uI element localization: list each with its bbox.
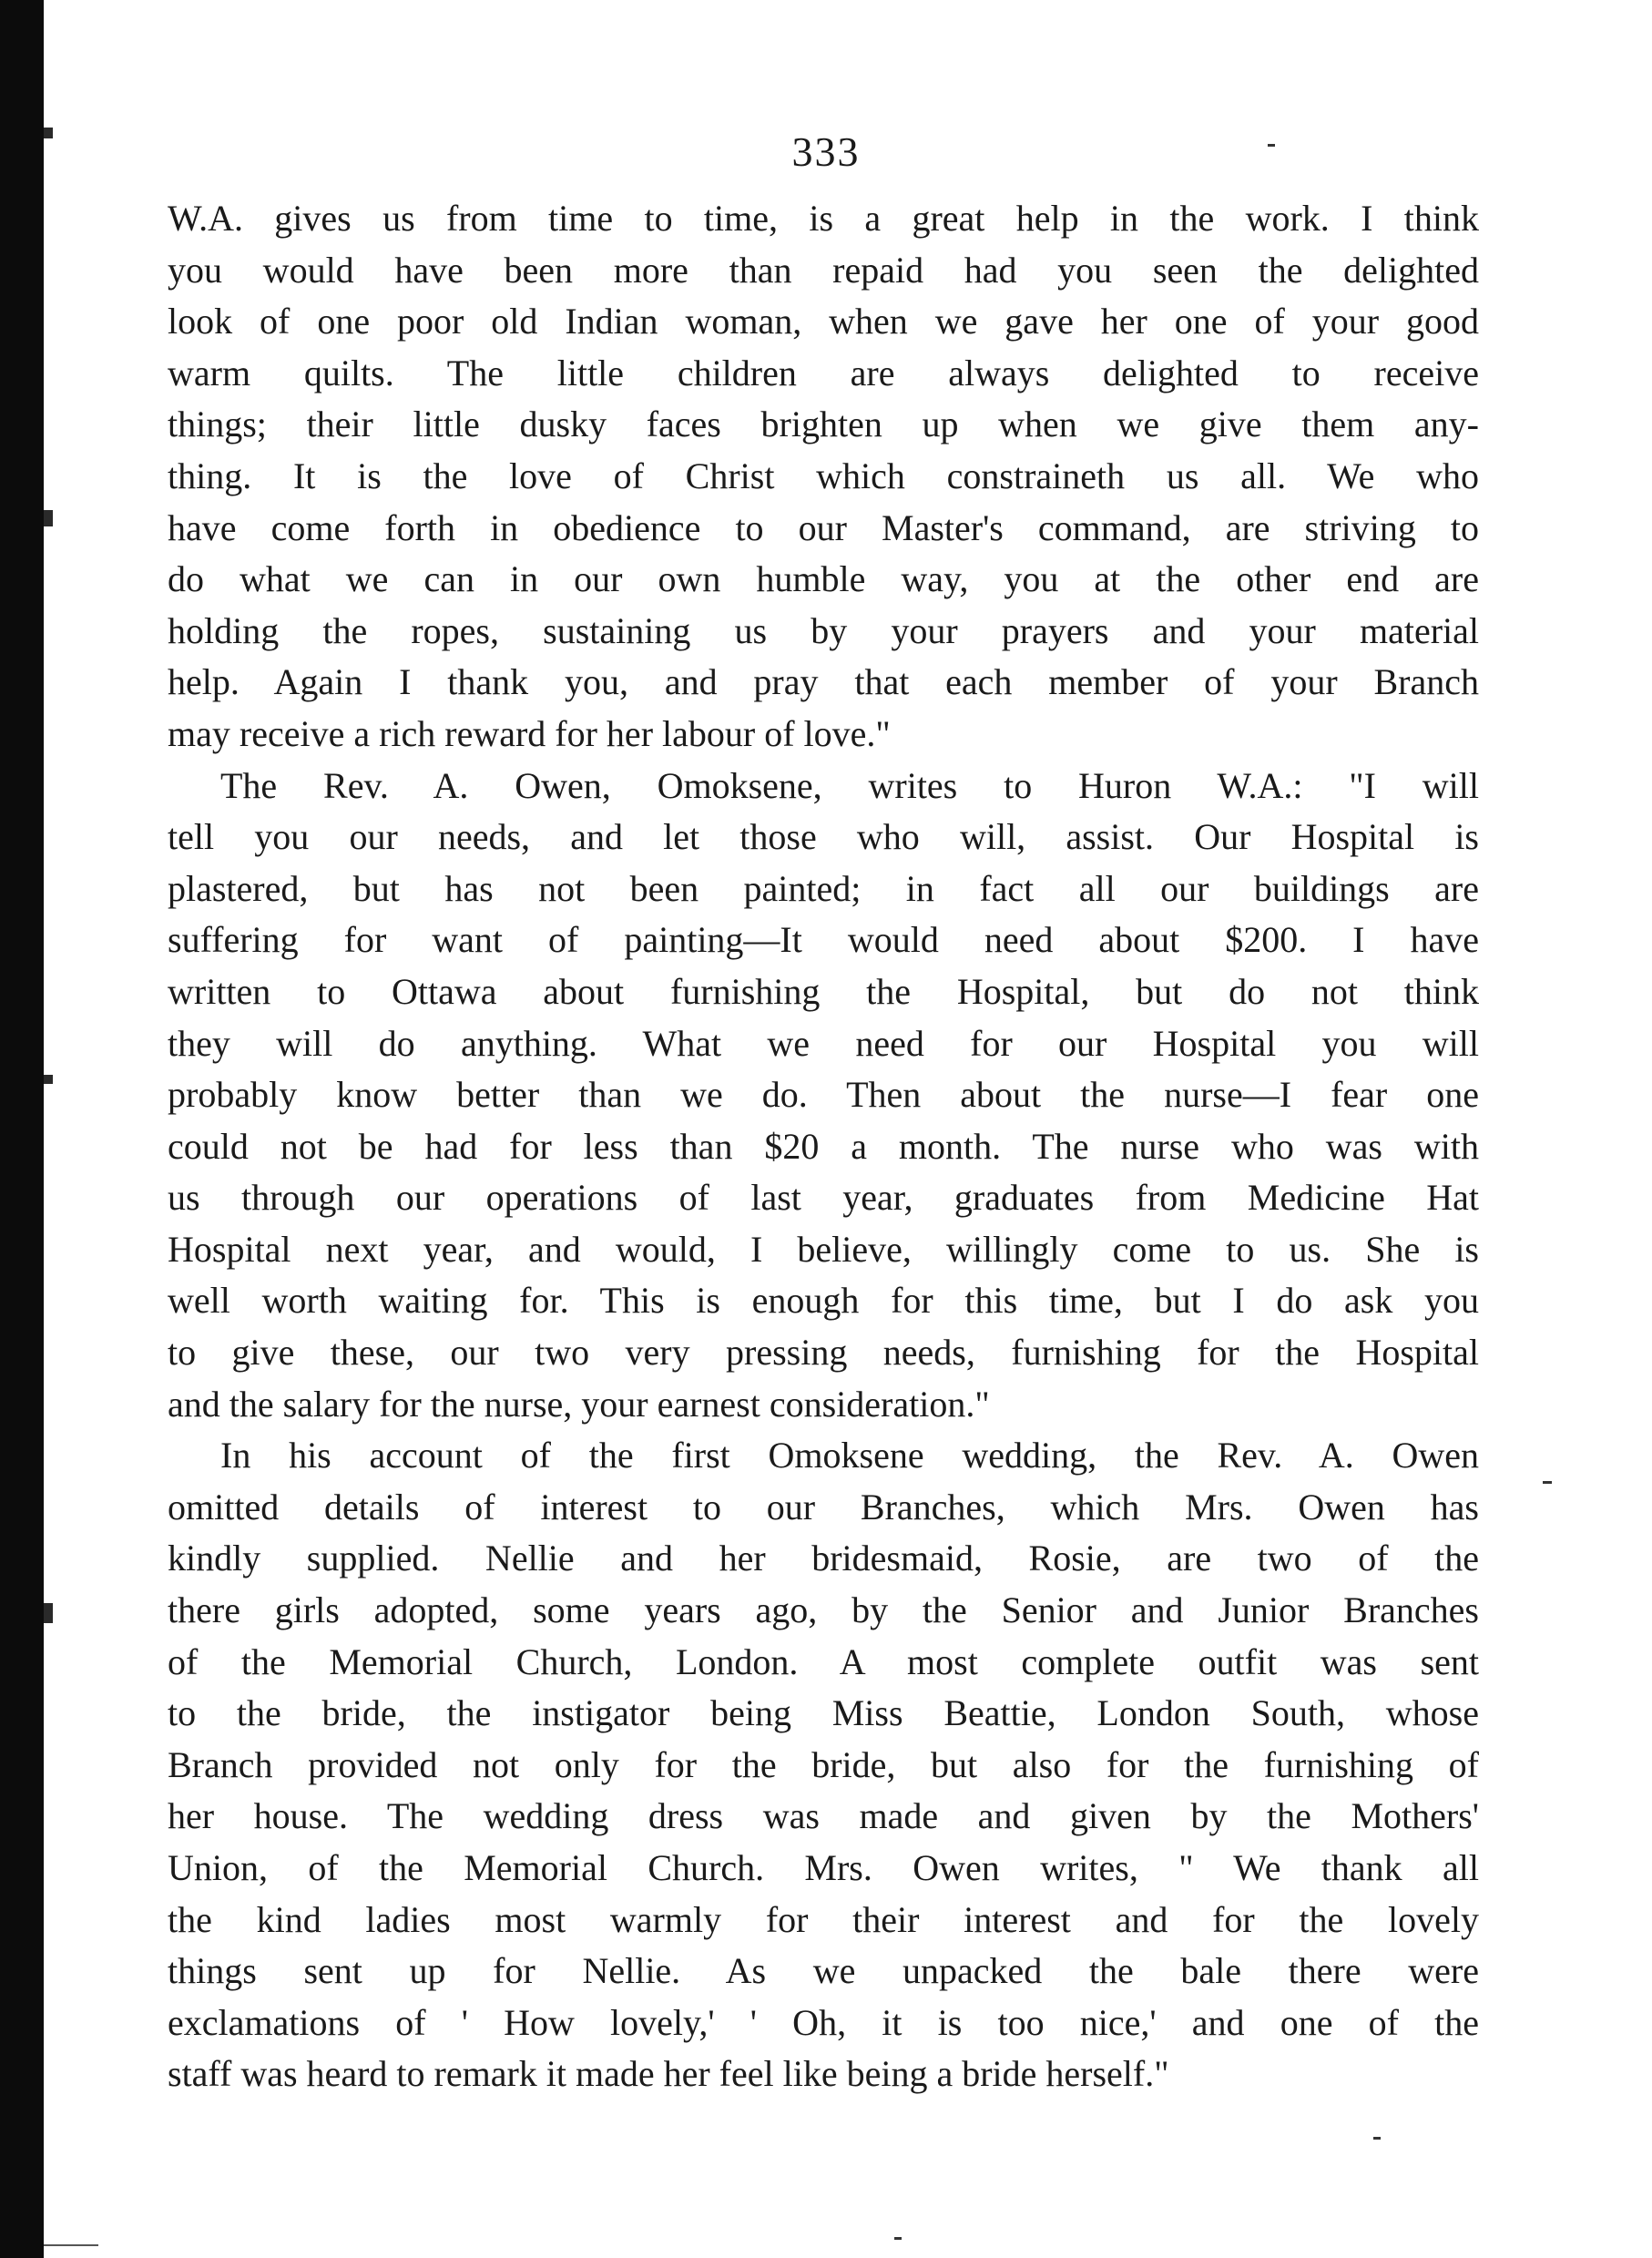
text-line: they will do anything. What we need for our Hospital you will	[168, 1022, 1479, 1064]
text-line: the kind ladies most warmly for their interest and for the lovely	[168, 1898, 1479, 1940]
text-line: tell you our needs, and let those who will, assist. Our Hospital is	[168, 816, 1479, 858]
text-line: suffering for want of painting—It would need about $200. I have	[168, 919, 1479, 961]
text-line: may receive a rich reward for her labour of love."	[168, 712, 891, 754]
text-line: holding the ropes, sustaining us by your prayers and your material	[168, 609, 1479, 651]
text-line: In his account of the first Omoksene wedding, the Rev. A. Owen	[220, 1435, 1479, 1476]
text-line: warm quilts. The little children are always delighted to receive	[168, 352, 1479, 393]
text-line: her house. The wedding dress was made and given by the Mothers'	[168, 1795, 1479, 1837]
text-line: things; their little dusky faces brighten up when we give them any-	[168, 404, 1479, 445]
text-line: W.A. gives us from time to time, is a great help in the work. I think	[168, 198, 1479, 239]
text-line: Union, of the Memorial Church. Mrs. Owen writes, " We thank all	[168, 1847, 1479, 1888]
scan-mark	[1268, 144, 1275, 147]
text-line: there girls adopted, some years ago, by the Senior and Junior Branches	[168, 1589, 1479, 1631]
text-line: probably know better than we do. Then about the nurse—I fear one	[168, 1074, 1479, 1116]
text-line: to give these, our two very pressing needs, furnishing for the Hospital	[168, 1332, 1479, 1374]
text-line: help. Again I thank you, and pray that each member of your Branch	[168, 661, 1479, 703]
scan-mark	[1373, 2137, 1381, 2140]
text-line: have come forth in obedience to our Master's command, are striving to	[168, 506, 1479, 548]
scan-edge-shadow	[44, 1075, 53, 1084]
text-line: well worth waiting for. This is enough for this time, but I do ask you	[168, 1280, 1479, 1322]
page-number: 333	[791, 128, 861, 175]
scan-edge-shadow	[44, 1603, 53, 1623]
text-line: look of one poor old Indian woman, when we gave her one of your good	[168, 301, 1479, 342]
text-line: Branch provided not only for the bride, but also for the furnishing of	[168, 1743, 1479, 1785]
text-line: things sent up for Nellie. As we unpacked the bale there were	[168, 1950, 1479, 1992]
text-line: Hospital next year, and would, I believe, willingly come to us. She is	[168, 1228, 1479, 1270]
body-text	[168, 193, 1479, 2100]
text-line: The Rev. A. Owen, Omoksene, writes to Huron W.A.: "I will	[220, 764, 1479, 806]
text-line: kindly supplied. Nellie and her bridesmaid, Rosie, are two of the	[168, 1538, 1479, 1579]
text-line: could not be had for less than $20 a month. The nurse who was with	[168, 1125, 1479, 1167]
text-line: to the bride, the instigator being Miss Beattie, London South, whose	[168, 1692, 1479, 1734]
text-line: thing. It is the love of Christ which constraineth us all. We who	[168, 455, 1479, 496]
scan-bottom-rule	[44, 2244, 98, 2246]
text-line: you would have been more than repaid had you seen the delighted	[168, 249, 1479, 291]
scan-edge-shadow	[44, 510, 53, 526]
text-line: do what we can in our own humble way, you at the other end are	[168, 558, 1479, 600]
text-line: and the salary for the nurse, your earnest consideration."	[168, 1383, 990, 1425]
text-line: staff was heard to remark it made her feel like being a bride herself."	[168, 2053, 1169, 2095]
text-line: of the Memorial Church, London. A most complete outfit was sent	[168, 1640, 1479, 1682]
text-line: omitted details of interest to our Branches, which Mrs. Owen has	[168, 1486, 1479, 1527]
text-line: plastered, but has not been painted; in fact all our buildings are	[168, 867, 1479, 909]
scan-binding-edge	[0, 0, 44, 2258]
text-line: us through our operations of last year, graduates from Medicine Hat	[168, 1177, 1479, 1219]
scan-mark	[1543, 1481, 1552, 1484]
paragraph-owen-letter	[168, 761, 1479, 1431]
text-line: exclamations of ' How lovely,' ' Oh, it is too nice,' and one of the	[168, 2001, 1479, 2043]
text-line: written to Ottawa about furnishing the Hospital, but do not think	[168, 970, 1479, 1012]
paragraph-letter-continuation	[168, 193, 1479, 761]
scan-mark	[894, 2237, 902, 2240]
paragraph-wedding-account	[168, 1430, 1479, 2100]
